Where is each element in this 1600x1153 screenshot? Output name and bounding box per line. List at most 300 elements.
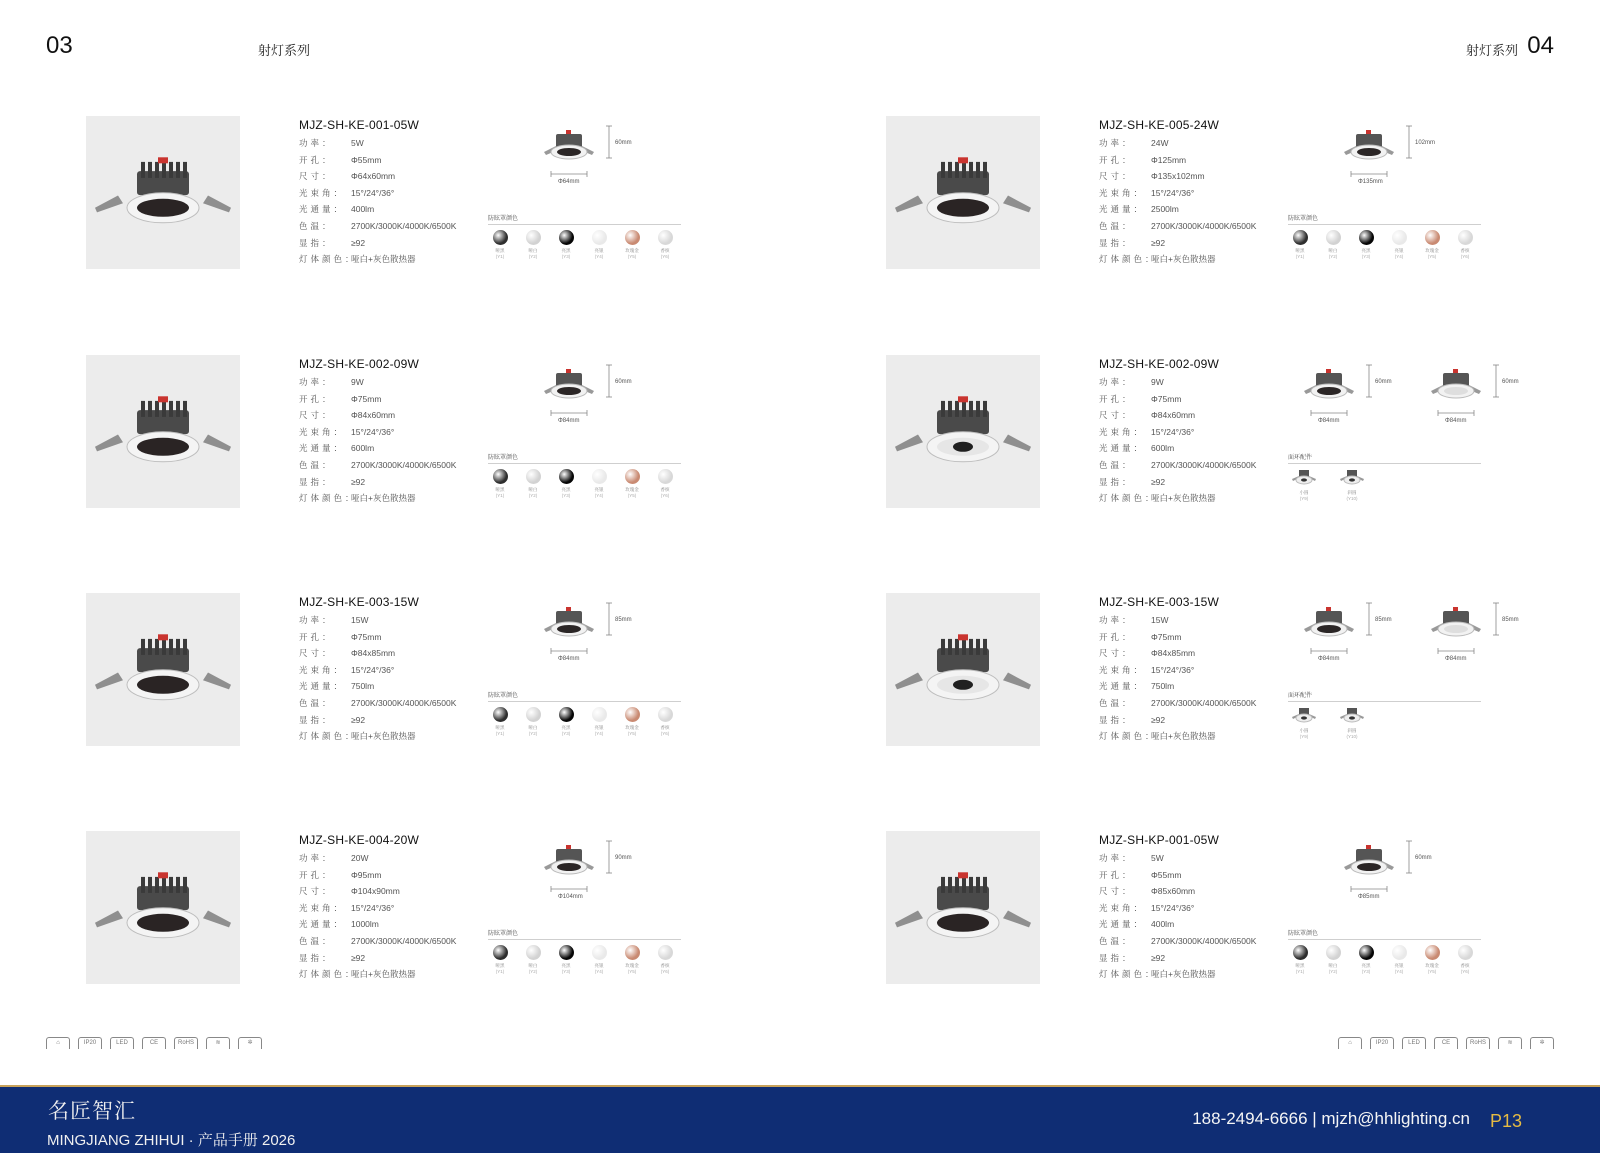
color-swatch-dot <box>1425 945 1440 960</box>
product-specs <box>1099 595 1284 745</box>
color-swatch-name: 玫瑰金 <box>625 963 639 968</box>
color-swatch-code: (Y4) <box>1394 969 1404 974</box>
spec-row-cct <box>1099 695 1284 712</box>
spec-row-cct <box>299 695 484 712</box>
color-swatch-dot <box>658 230 673 245</box>
color-swatch-name: 亮黑 <box>1361 248 1371 253</box>
color-swatch <box>492 469 508 498</box>
product-specs <box>299 833 484 983</box>
color-swatch <box>525 469 541 498</box>
spec-label: 色温： <box>299 220 334 231</box>
spec-value: ≥92 <box>1151 476 1166 487</box>
spec-row-cri <box>1099 950 1284 967</box>
house-icon: ⌂ <box>1338 1037 1362 1049</box>
spec-value: 15°/24°/36° <box>351 187 395 198</box>
color-swatch-code: (Y3) <box>561 493 571 498</box>
spec-label: 光束角： <box>299 902 346 913</box>
color-swatch <box>624 469 640 498</box>
spec-row-size <box>1099 168 1284 185</box>
spec-label: 显指： <box>1099 952 1134 963</box>
color-swatch <box>525 945 541 974</box>
color-swatch-code: (Y2) <box>1328 969 1338 974</box>
spec-row-size <box>1099 883 1284 900</box>
color-swatch-dot <box>559 945 574 960</box>
spec-value: Φ75mm <box>1151 631 1182 642</box>
color-swatch-dot <box>559 230 574 245</box>
color-swatch-name: 玫瑰金 <box>625 487 639 492</box>
spec-label: 灯体颜色： <box>1099 731 1157 742</box>
color-swatch-name: 玫瑰金 <box>1425 963 1439 968</box>
color-swatch-code: (Y2) <box>528 969 538 974</box>
spec-label: 显指： <box>1099 237 1134 248</box>
footer-bar <box>0 1087 1600 1153</box>
spec-row-flux <box>299 440 484 457</box>
spec-row-flux <box>1099 678 1284 695</box>
spec-value: 20W <box>351 853 369 863</box>
spec-value: Φ64x60mm <box>351 171 396 182</box>
spec-label: 光束角： <box>299 426 346 437</box>
color-swatch-name: 哑黑 <box>495 725 505 730</box>
color-swatch-dot <box>1326 230 1341 245</box>
spec-label: 光通量： <box>299 919 346 930</box>
accessory-section-title: 面环配件 <box>1288 455 1313 461</box>
section-divider <box>488 463 681 464</box>
spec-row-power <box>1099 850 1284 867</box>
spec-label: 光通量： <box>1099 204 1146 215</box>
spec-row-size <box>1099 407 1284 424</box>
dimension-width-label: Φ84mm <box>558 656 580 662</box>
dimension-height-label: 85mm <box>1502 617 1519 623</box>
spec-label: 光通量： <box>299 681 346 692</box>
spec-row-power <box>1099 612 1284 629</box>
spec-value: Φ84x85mm <box>1151 648 1196 659</box>
color-swatch <box>591 945 607 974</box>
trim-accessory-code: (Y9) <box>1299 496 1309 501</box>
color-swatch-name: 玫瑰金 <box>1425 248 1439 253</box>
dimmable-icon: ≋ <box>206 1037 230 1049</box>
spec-value: 15°/24°/36° <box>1151 426 1195 437</box>
trim-accessory <box>1338 469 1366 501</box>
product-card <box>886 593 1600 748</box>
color-swatch-name: 香槟 <box>660 487 670 492</box>
section-divider <box>1288 463 1481 464</box>
ce-icon: CE <box>142 1037 166 1049</box>
spec-value: 15°/24°/36° <box>351 664 395 675</box>
dimmable-icon: ≋ <box>1498 1037 1522 1049</box>
spec-value: 600lm <box>351 443 375 454</box>
product-card <box>86 593 846 748</box>
color-swatch-name: 哑白 <box>528 487 538 492</box>
dimension-drawing <box>496 355 706 450</box>
color-swatch-code: (Y5) <box>627 254 637 259</box>
spec-value: 2500lm <box>1151 204 1179 215</box>
color-swatch <box>1424 230 1440 259</box>
spec-row-beam <box>299 900 484 917</box>
spec-row-flux <box>1099 916 1284 933</box>
color-swatch-code: (Y3) <box>561 254 571 259</box>
color-swatch <box>1325 230 1341 259</box>
spec-row-body-color <box>1099 251 1284 268</box>
product-specs <box>1099 357 1284 507</box>
spec-row-body-color <box>1099 490 1284 507</box>
spec-label: 色温： <box>299 459 334 470</box>
trim-accessories <box>1290 469 1366 501</box>
spec-value: 1000lm <box>351 919 379 930</box>
swatch-section-title: 防眩罩颜色 <box>488 455 519 461</box>
spec-label: 显指： <box>299 952 334 963</box>
rohs-icon: RoHS <box>1466 1037 1490 1049</box>
trim-accessory-code: (Y10) <box>1346 496 1358 501</box>
lamp-dimension-figure <box>1296 601 1386 681</box>
color-swatch-dot <box>1293 230 1308 245</box>
color-swatch-code: (Y1) <box>495 493 505 498</box>
color-swatch-code: (Y6) <box>660 493 670 498</box>
reflector-color-swatches <box>1292 945 1473 974</box>
spec-label: 开孔： <box>1099 154 1134 165</box>
product-model: MJZ-SH-KP-001-05W <box>1099 833 1220 847</box>
dimension-height-label: 60mm <box>1502 379 1519 385</box>
spec-label: 开孔： <box>299 393 334 404</box>
swatch-section-title: 防眩罩颜色 <box>1288 931 1319 937</box>
dimension-drawing <box>496 593 706 688</box>
spec-row-size <box>299 645 484 662</box>
spec-label: 色温： <box>1099 459 1134 470</box>
color-swatch-dot <box>592 707 607 722</box>
color-swatch-name: 亮黑 <box>1361 963 1371 968</box>
spec-value: ≥92 <box>1151 237 1166 248</box>
color-swatch-code: (Y6) <box>1460 969 1470 974</box>
spec-row-cri <box>299 235 484 252</box>
dimension-height-label: 90mm <box>615 855 632 861</box>
color-swatch-code: (Y4) <box>1394 254 1404 259</box>
spec-value: 15°/24°/36° <box>1151 902 1195 913</box>
color-swatch-code: (Y6) <box>660 969 670 974</box>
spec-row-cri <box>299 712 484 729</box>
color-swatch-code: (Y4) <box>594 731 604 736</box>
color-swatch-dot <box>1425 230 1440 245</box>
reflector-color-swatches <box>492 945 673 974</box>
color-swatch <box>657 469 673 498</box>
spec-label: 灯体颜色： <box>299 969 357 980</box>
spec-row-power <box>1099 135 1284 152</box>
spec-row-flux <box>299 916 484 933</box>
spec-value: 哑白+灰色散热器 <box>351 731 416 742</box>
spec-value: 400lm <box>1151 919 1175 930</box>
product-specs <box>1099 833 1284 983</box>
color-swatch-name: 哑黑 <box>495 963 505 968</box>
spec-row-flux <box>299 678 484 695</box>
reflector-color-swatches <box>492 230 673 259</box>
ip20-icon: IP20 <box>1370 1037 1394 1049</box>
spec-row-cct <box>1099 933 1284 950</box>
color-swatch <box>1457 945 1473 974</box>
color-swatch-dot <box>526 945 541 960</box>
swatch-section-title: 防眩罩颜色 <box>1288 216 1319 222</box>
spec-value: Φ75mm <box>351 393 382 404</box>
spec-row-size <box>299 407 484 424</box>
spec-row-cutout <box>1099 152 1284 169</box>
lamp-dimension-figure <box>1423 601 1513 681</box>
spec-label: 光束角： <box>1099 902 1146 913</box>
color-swatch-dot <box>658 945 673 960</box>
spec-row-cutout <box>299 152 484 169</box>
spec-value: 9W <box>1151 377 1164 387</box>
color-swatch-name: 亮黑 <box>561 725 571 730</box>
dimension-drawing <box>1296 593 1519 688</box>
color-swatch-dot <box>1392 945 1407 960</box>
color-swatch <box>657 230 673 259</box>
trim-accessory-code: (Y10) <box>1346 734 1358 739</box>
spec-label: 灯体颜色： <box>1099 254 1157 265</box>
spec-value: Φ84x85mm <box>351 648 396 659</box>
brand-name-cn: 名匠智汇 <box>48 1099 136 1123</box>
trim-accessory-code: (Y9) <box>1299 734 1309 739</box>
trim-accessory-name: 小圆 <box>1299 490 1309 495</box>
color-swatch <box>1391 230 1407 259</box>
spec-label: 灯体颜色： <box>1099 493 1157 504</box>
color-swatch <box>624 230 640 259</box>
spec-row-body-color <box>1099 728 1284 745</box>
spec-row-power <box>299 374 484 391</box>
color-swatch-code: (Y1) <box>1295 969 1305 974</box>
reflector-color-swatches <box>492 469 673 498</box>
color-swatch-dot <box>493 707 508 722</box>
color-swatch-name: 亮黑 <box>561 963 571 968</box>
spec-row-cutout <box>1099 867 1284 884</box>
spec-label: 功率： <box>1099 615 1134 625</box>
cert-icons-right <box>1338 1037 1554 1049</box>
color-swatch-name: 哑黑 <box>495 248 505 253</box>
spec-label: 开孔： <box>1099 631 1134 642</box>
color-swatch-name: 哑白 <box>1328 248 1338 253</box>
spec-row-flux <box>1099 201 1284 218</box>
color-swatch <box>591 707 607 736</box>
spec-label: 显指： <box>299 714 334 725</box>
spec-value: 15°/24°/36° <box>351 426 395 437</box>
spec-value: 2700K/3000K/4000K/6500K <box>351 220 457 231</box>
dimension-drawing <box>496 831 706 926</box>
dimension-width-label: Φ135mm <box>1358 179 1383 185</box>
spec-row-body-color <box>299 251 484 268</box>
spec-label: 显指： <box>1099 476 1134 487</box>
color-swatch-code: (Y5) <box>1427 254 1437 259</box>
section-divider <box>1288 939 1481 940</box>
spec-row-flux <box>1099 440 1284 457</box>
color-swatch-code: (Y6) <box>660 731 670 736</box>
trim-accessory-icon <box>1338 707 1366 725</box>
spec-label: 功率： <box>1099 853 1134 863</box>
color-swatch-name: 哑白 <box>528 248 538 253</box>
spec-value: 2700K/3000K/4000K/6500K <box>1151 459 1257 470</box>
spec-row-beam <box>1099 900 1284 917</box>
color-swatch-dot <box>1359 230 1374 245</box>
color-swatch-name: 香槟 <box>1460 963 1470 968</box>
product-model: MJZ-SH-KE-005-24W <box>1099 118 1220 132</box>
color-swatch-code: (Y2) <box>528 493 538 498</box>
lamp-dimension-figure <box>1423 363 1513 443</box>
dimension-drawing <box>1296 116 1506 211</box>
spec-row-cutout <box>299 867 484 884</box>
spec-value: 2700K/3000K/4000K/6500K <box>351 935 457 946</box>
spec-value: 24W <box>1151 138 1169 148</box>
color-swatch <box>492 945 508 974</box>
product-model: MJZ-SH-KE-003-15W <box>1099 595 1220 609</box>
accessory-section-title: 面环配件 <box>1288 693 1313 699</box>
spec-label: 色温： <box>299 697 334 708</box>
spec-row-body-color <box>1099 966 1284 983</box>
spec-row-flux <box>299 201 484 218</box>
lamp-dimension-figure <box>1296 363 1386 443</box>
spec-row-cct <box>1099 457 1284 474</box>
spec-value: 15°/24°/36° <box>1151 187 1195 198</box>
color-swatch <box>558 945 574 974</box>
color-swatch-code: (Y4) <box>594 254 604 259</box>
color-swatch-code: (Y4) <box>594 493 604 498</box>
rohs-icon: RoHS <box>174 1037 198 1049</box>
dimension-height-label: 60mm <box>615 379 632 385</box>
spec-label: 尺寸： <box>299 410 334 421</box>
color-swatch-dot <box>592 469 607 484</box>
color-swatch-code: (Y1) <box>495 731 505 736</box>
product-model: MJZ-SH-KE-002-09W <box>1099 357 1220 371</box>
spec-label: 光通量： <box>1099 443 1146 454</box>
color-swatch <box>657 945 673 974</box>
dimension-width-label: Φ85mm <box>1358 894 1380 900</box>
color-swatch-dot <box>526 469 541 484</box>
spec-label: 灯体颜色： <box>299 731 357 742</box>
color-swatch-dot <box>559 707 574 722</box>
spec-row-power <box>299 850 484 867</box>
spec-label: 色温： <box>299 935 334 946</box>
product-specs <box>299 595 484 745</box>
color-swatch-code: (Y1) <box>495 254 505 259</box>
color-swatch-code: (Y1) <box>495 969 505 974</box>
lamp-dimension-figure <box>1336 839 1426 919</box>
section-divider <box>1288 701 1481 702</box>
trim-accessory-name: 斜圆 <box>1347 728 1357 733</box>
color-swatch-code: (Y3) <box>561 969 571 974</box>
spec-value: 哑白+灰色散热器 <box>1151 969 1216 980</box>
spec-label: 功率： <box>299 853 334 863</box>
spec-label: 光束角： <box>1099 426 1146 437</box>
color-swatch-code: (Y2) <box>1328 254 1338 259</box>
spec-value: Φ135x102mm <box>1151 171 1205 182</box>
color-swatch-dot <box>592 945 607 960</box>
color-swatch-dot <box>1392 230 1407 245</box>
spec-value: Φ55mm <box>1151 869 1182 880</box>
spec-value: Φ95mm <box>351 869 382 880</box>
dimension-drawing <box>496 116 706 211</box>
section-divider <box>488 224 681 225</box>
spec-value: 哑白+灰色散热器 <box>351 493 416 504</box>
color-swatch <box>1457 230 1473 259</box>
page-code: P13 <box>1489 1111 1522 1131</box>
gear-icon: ✲ <box>238 1037 262 1049</box>
led-icon: LED <box>1402 1037 1426 1049</box>
trim-accessory-icon <box>1338 469 1366 487</box>
spec-row-cutout <box>1099 629 1284 646</box>
spec-label: 光通量： <box>1099 919 1146 930</box>
trim-accessory-icon <box>1290 469 1318 487</box>
color-swatch-code: (Y6) <box>1460 254 1470 259</box>
spec-row-size <box>299 168 484 185</box>
dimension-drawing <box>1296 355 1519 450</box>
product-card <box>86 831 846 986</box>
spec-value: 750lm <box>351 681 375 692</box>
spec-value: Φ104x90mm <box>351 886 400 897</box>
ce-icon: CE <box>1434 1037 1458 1049</box>
product-specs <box>1099 118 1284 268</box>
spec-label: 显指： <box>1099 714 1134 725</box>
trim-accessory-icon <box>1290 707 1318 725</box>
color-swatch <box>1391 945 1407 974</box>
spec-value: Φ85x60mm <box>1151 886 1196 897</box>
spec-label: 尺寸： <box>299 886 334 897</box>
color-swatch-code: (Y3) <box>561 731 571 736</box>
left-page-number: 03 <box>46 32 73 59</box>
color-swatch-dot <box>493 230 508 245</box>
trim-accessory <box>1290 469 1318 501</box>
spec-label: 开孔： <box>299 631 334 642</box>
color-swatch-name: 亮黑 <box>561 248 571 253</box>
spec-row-beam <box>299 424 484 441</box>
spec-row-cutout <box>299 391 484 408</box>
color-swatch <box>1292 945 1308 974</box>
ip20-icon: IP20 <box>78 1037 102 1049</box>
spec-value: 2700K/3000K/4000K/6500K <box>1151 935 1257 946</box>
color-swatch-name: 哑白 <box>528 963 538 968</box>
spec-row-cri <box>1099 235 1284 252</box>
color-swatch-code: (Y3) <box>1361 969 1371 974</box>
spec-value: 750lm <box>1151 681 1175 692</box>
color-swatch-dot <box>1458 230 1473 245</box>
spec-label: 开孔： <box>1099 393 1134 404</box>
spec-value: 哑白+灰色散热器 <box>1151 731 1216 742</box>
color-swatch-code: (Y2) <box>528 254 538 259</box>
dimension-width-label: Φ64mm <box>558 179 580 185</box>
spec-row-cri <box>299 950 484 967</box>
spec-label: 显指： <box>299 476 334 487</box>
spec-value: ≥92 <box>351 714 366 725</box>
color-swatch-dot <box>1293 945 1308 960</box>
spec-row-beam <box>1099 185 1284 202</box>
spec-value: 2700K/3000K/4000K/6500K <box>351 697 457 708</box>
color-swatch <box>492 230 508 259</box>
dimension-height-label: 102mm <box>1415 140 1436 146</box>
spec-value: 2700K/3000K/4000K/6500K <box>351 459 457 470</box>
spec-value: ≥92 <box>351 952 366 963</box>
color-swatch <box>525 230 541 259</box>
color-swatch <box>591 230 607 259</box>
spec-row-cutout <box>299 629 484 646</box>
color-swatch-name: 哑白 <box>528 725 538 730</box>
spec-row-size <box>1099 645 1284 662</box>
color-swatch-name: 亮银 <box>1394 248 1404 253</box>
trim-accessory-name: 小圆 <box>1299 728 1309 733</box>
product-photo <box>886 116 1040 269</box>
trim-accessory-name: 斜圆 <box>1347 490 1357 495</box>
spec-label: 功率： <box>299 138 334 148</box>
color-swatch-code: (Y4) <box>594 969 604 974</box>
color-swatch-dot <box>1326 945 1341 960</box>
color-swatch <box>1424 945 1440 974</box>
spec-row-beam <box>299 185 484 202</box>
color-swatch-name: 香槟 <box>660 725 670 730</box>
color-swatch-dot <box>625 230 640 245</box>
swatch-section-title: 防眩罩颜色 <box>488 216 519 222</box>
spec-value: 5W <box>351 138 364 148</box>
color-swatch <box>591 469 607 498</box>
